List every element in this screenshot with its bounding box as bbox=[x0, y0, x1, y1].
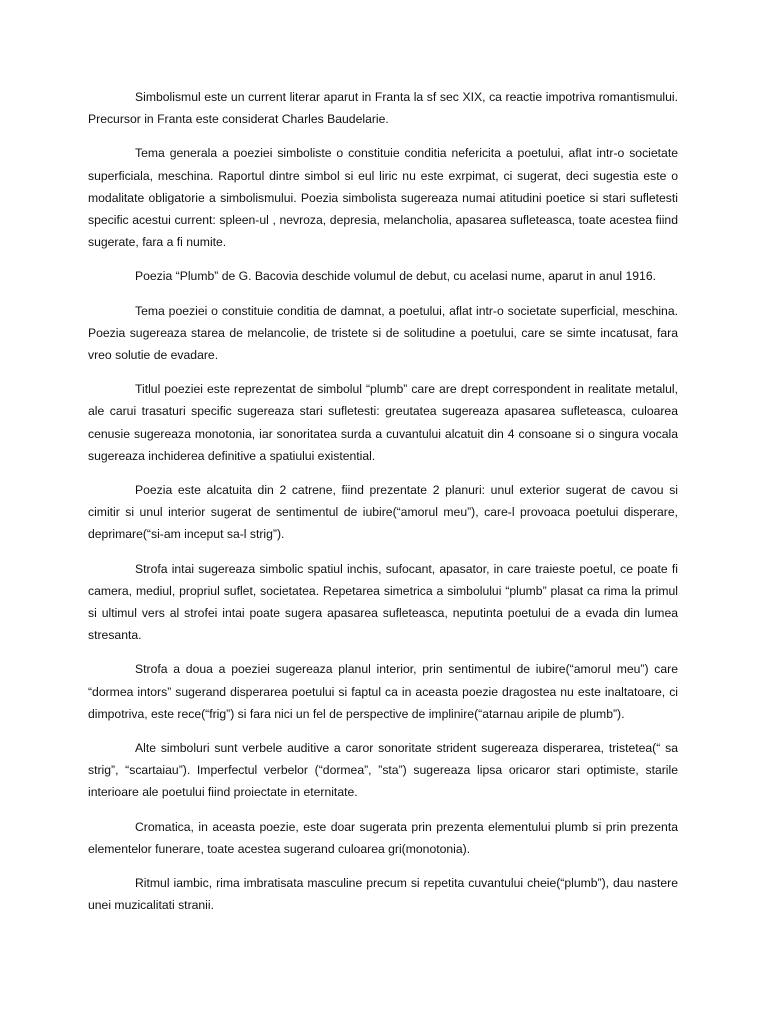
paragraph-8: Strofa a doua a poeziei sugereaza planul interior, prin sentimentul de iubire(“amorul meu”) care “dormea intors” sugerand disperarea poetului si faptul ca in aceasta poezie dragostea nu este inaltatoare, ci dimpotriva, este rece(“frig”) si fara nici un fel de perspective de implinire(“atarnau aripile de plumb”). bbox=[88, 662, 678, 721]
document-page bbox=[88, 86, 678, 929]
paragraph-1: Simbolismul este un current literar aparut in Franta la sf sec XIX, ca reactie impotriva romantismului. Precursor in Franta este considerat Charles Baudelarie. bbox=[88, 90, 678, 127]
paragraph-10: Cromatica, in aceasta poezie, este doar sugerata prin prezenta elementului plumb si prin prezenta elementelor funerare, toate acestea sugerand culoarea gri(monotonia). bbox=[88, 819, 678, 856]
paragraph-3: Poezia “Plumb” de G. Bacovia deschide volumul de debut, cu acelasi nume, aparut in anul 1916. bbox=[135, 269, 656, 284]
paragraph-7: Strofa intai sugereaza simbolic spatiul inchis, sufocant, apasator, in care traieste poetul, ce poate fi camera, mediul, propriul suflet, societatea. Repetarea simetrica a simbolului “plumb” plasat ca rima la primul si ultimul vers al strofei intai poate sugera apasarea sufleteasca, neputinta poetului de a evada din lumea stresanta. bbox=[88, 561, 678, 643]
paragraph-6: Poezia este alcatuita din 2 catrene, fiind prezentate 2 planuri: unul exterior sugerat de cavou si cimitir si unul interior sugerat de sentimentul de iubire(“amorul meu”), care-l provoaca poetului disperare, deprimare(“si-am inceput sa-l strig”). bbox=[88, 483, 678, 542]
paragraph-5: Titlul poeziei este reprezentat de simbolul “plumb” care are drept correspondent in realitate metalul, ale carui trasaturi specific sugereaza stari sufletesti: greutatea sugereaza apasarea sufleteasca, culoarea cenusie sugereaza monotonia, iar sonoritatea surda a cuvantului alcatuit din 4 consoane si o singura vocala sugereaza inchiderea definitive a spatiului existential. bbox=[88, 382, 678, 463]
paragraph-9: Alte simboluri sunt verbele auditive a caror sonoritate strident sugereaza disperarea, tristetea(“ sa strig”, “scartaiau”). Imperfectul verbelor (“dormea”, ”sta”) sugereaza lipsa oricaror stari optimiste, starile interioare ale poetului fiind proiectate in eternitate. bbox=[88, 741, 678, 800]
paragraph-11: Ritmul iambic, rima imbratisata masculine precum si repetita cuvantului cheie(“plumb”), dau nastere unei muzicalitati stranii. bbox=[88, 876, 678, 913]
paragraph-4: Tema poeziei o constituie conditia de damnat, a poetului, aflat intr-o societate superficial, meschina. Poezia sugereaza starea de melancolie, de tristete si de solitudine a poetului, care se simte incatusat, fara vreo solutie de evadare. bbox=[88, 303, 678, 363]
paragraph-2: Tema generala a poeziei simboliste o constituie conditia nefericita a poetului, aflat intr-o societate superficiala, meschina. Raportul dintre simbol si eul liric nu este exrpimat, ci sugerat, deci sugestia este o modalitate obligatorie a simbolismului. Poezia simbolista sugereaza numai atitudini poetice si stari sufletesti specific acestui current: spleen-ul , nevroza, depresia, melancholia, apasarea sufleteasca, toate acestea fiind sugerate, fara a fi numite. bbox=[88, 146, 678, 250]
